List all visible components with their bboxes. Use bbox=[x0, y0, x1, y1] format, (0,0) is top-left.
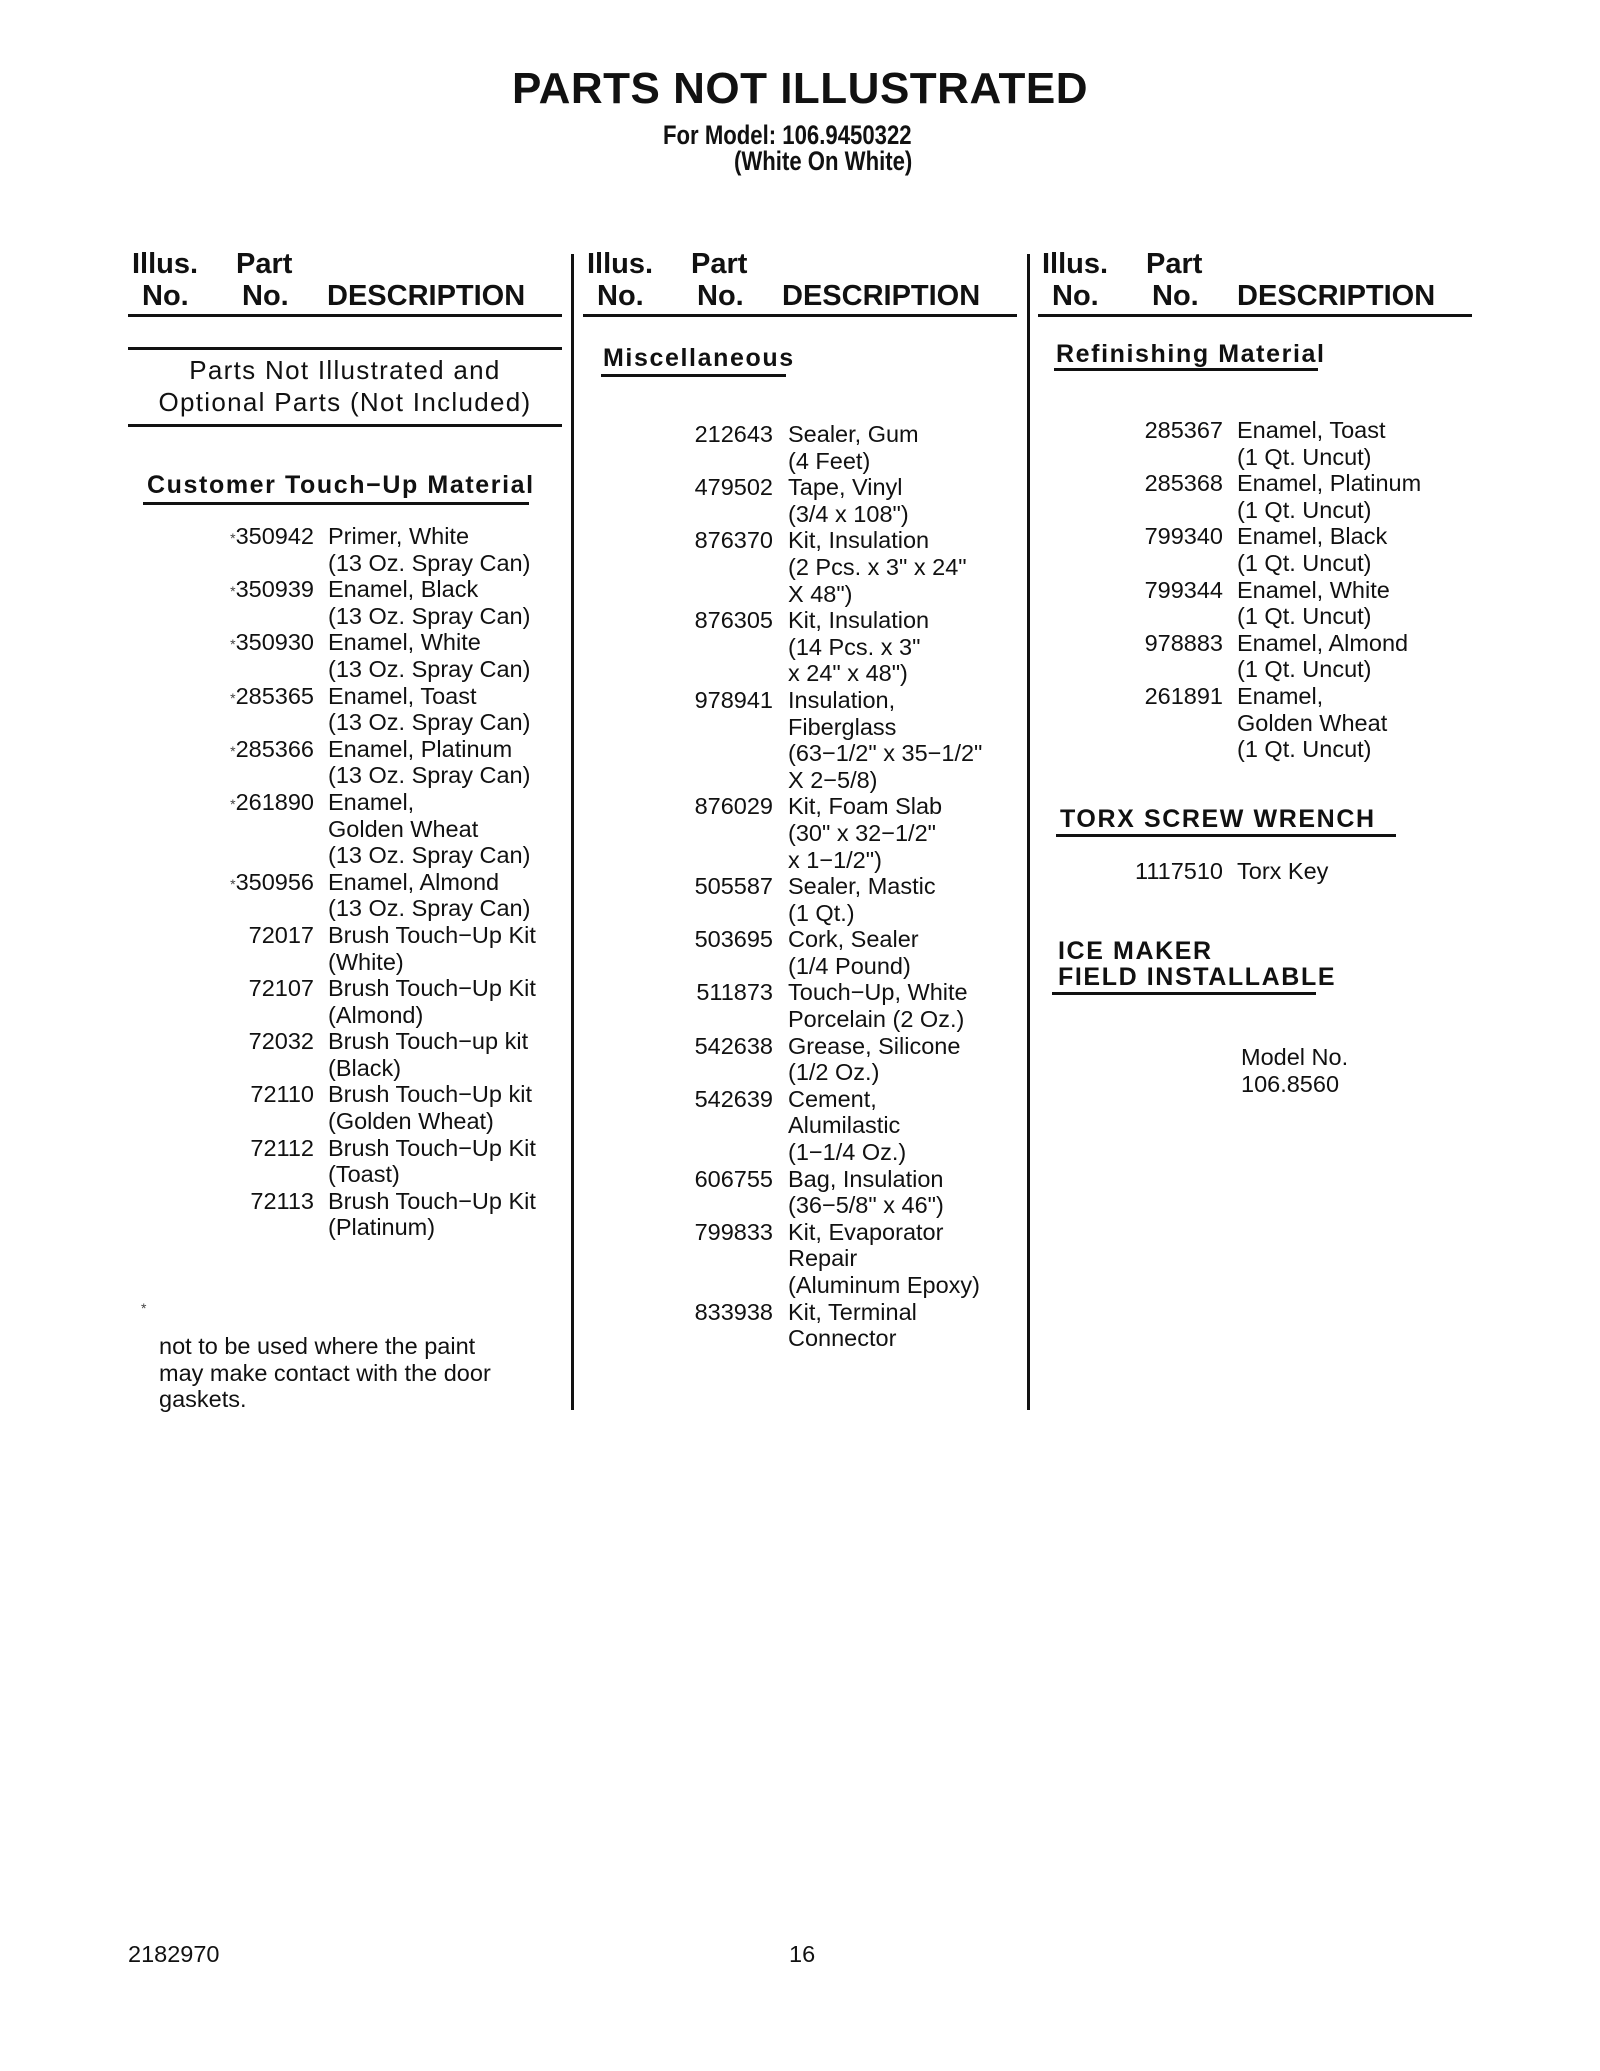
header-description: DESCRIPTION bbox=[782, 280, 981, 312]
part-row bbox=[200, 975, 536, 1028]
header-part-no: No. bbox=[1152, 280, 1199, 312]
note-box-top-rule bbox=[128, 347, 562, 350]
part-number bbox=[640, 421, 773, 474]
section-underline bbox=[1052, 992, 1316, 995]
part-number bbox=[200, 1135, 314, 1188]
part-number-value: 350930 bbox=[235, 629, 314, 656]
part-number bbox=[200, 922, 314, 975]
part-row bbox=[200, 683, 536, 736]
header-illus-no: No. bbox=[1052, 280, 1099, 312]
part-description: Cement, Alumilastic (1−1/4 Oz.) bbox=[788, 1085, 907, 1166]
part-number bbox=[1092, 683, 1223, 763]
part-row bbox=[200, 736, 536, 789]
part-description: Enamel, Black (1 Qt. Uncut) bbox=[1237, 523, 1388, 576]
part-number bbox=[1092, 523, 1223, 576]
part-number-value: 261891 bbox=[1144, 682, 1223, 709]
part-row bbox=[200, 1188, 536, 1241]
section-underline bbox=[143, 502, 529, 505]
part-number-value: 606755 bbox=[694, 1165, 773, 1192]
part-number bbox=[1092, 417, 1223, 470]
header-part-no: No. bbox=[242, 280, 289, 312]
header-part: Part bbox=[691, 248, 748, 280]
part-row bbox=[200, 922, 536, 975]
header-description: DESCRIPTION bbox=[1237, 280, 1436, 312]
color-line: (White On White) bbox=[734, 146, 913, 176]
part-number-value: 542638 bbox=[694, 1032, 773, 1059]
part-number-value: 350939 bbox=[235, 576, 314, 603]
section-underline bbox=[601, 374, 786, 377]
part-row bbox=[1092, 858, 1328, 885]
page-number: 16 bbox=[789, 1941, 816, 1967]
part-description: Brush Touch−up kit (Black) bbox=[328, 1028, 529, 1081]
part-number-value: 285366 bbox=[235, 735, 314, 762]
part-number-value: 978883 bbox=[1144, 629, 1223, 656]
part-row bbox=[1092, 523, 1421, 576]
part-number-value: 876305 bbox=[694, 607, 773, 634]
part-number-value: 505587 bbox=[694, 873, 773, 900]
part-row bbox=[200, 576, 536, 629]
part-number bbox=[640, 607, 773, 687]
part-description: Enamel, Almond (13 Oz. Spray Can) bbox=[328, 868, 531, 922]
part-number bbox=[640, 474, 773, 527]
part-number-value: 479502 bbox=[694, 474, 773, 501]
part-description: Cork, Sealer (1/4 Pound) bbox=[788, 926, 919, 979]
header-illus: Illus. bbox=[132, 248, 199, 280]
part-row bbox=[200, 869, 536, 922]
asterisk-mark: * bbox=[230, 530, 236, 546]
header-part: Part bbox=[1146, 248, 1203, 280]
model-line: For Model: 106.9450322 bbox=[663, 120, 912, 150]
part-number bbox=[640, 1086, 773, 1166]
part-number-value: 978941 bbox=[694, 686, 773, 713]
part-row bbox=[1092, 683, 1421, 763]
note-box-bottom-rule bbox=[128, 424, 562, 427]
part-number-value: 72113 bbox=[250, 1187, 314, 1214]
part-description: Enamel, Toast (13 Oz. Spray Can) bbox=[328, 682, 531, 736]
part-description: Enamel, White (1 Qt. Uncut) bbox=[1237, 576, 1390, 630]
asterisk-mark: * bbox=[230, 636, 236, 653]
section-title-ice-maker bbox=[1058, 938, 1336, 990]
part-row bbox=[200, 523, 536, 576]
part-number-value: 350956 bbox=[235, 868, 314, 895]
part-row bbox=[640, 979, 982, 1032]
part-description: Enamel, Golden Wheat (13 Oz. Spray Can) bbox=[328, 788, 531, 869]
part-row bbox=[640, 527, 982, 607]
part-row bbox=[200, 1135, 536, 1188]
part-description: Primer, White (13 Oz. Spray Can) bbox=[328, 523, 531, 576]
part-row bbox=[1092, 470, 1421, 523]
part-description: Tape, Vinyl (3/4 x 108") bbox=[788, 474, 909, 527]
part-row bbox=[640, 1033, 982, 1086]
section-title-torx: TORX SCREW WRENCH bbox=[1060, 805, 1376, 833]
part-number bbox=[200, 1188, 314, 1241]
header-illus: Illus. bbox=[1042, 248, 1109, 280]
section-underline bbox=[1054, 368, 1318, 371]
part-number bbox=[1092, 630, 1223, 683]
asterisk-mark: * bbox=[230, 583, 236, 600]
part-row bbox=[200, 629, 536, 682]
part-number bbox=[640, 1219, 773, 1299]
header-illus: Illus. bbox=[587, 248, 654, 280]
torx-parts-list bbox=[1092, 858, 1328, 885]
part-number-value: 72032 bbox=[248, 1028, 314, 1055]
part-number-value: 72107 bbox=[248, 975, 314, 1002]
part-number-value: 72017 bbox=[248, 921, 314, 948]
part-number bbox=[200, 736, 314, 789]
part-number bbox=[200, 1081, 314, 1134]
ice-maker-model bbox=[1241, 1044, 1348, 1097]
optional-parts-note bbox=[128, 354, 562, 418]
part-number bbox=[640, 1299, 773, 1352]
header-part: Part bbox=[236, 248, 293, 280]
page-title: PARTS NOT ILLUSTRATED bbox=[512, 64, 1088, 113]
footnote-text: not to be used where the paint may make contact with the door gaskets. bbox=[159, 1333, 491, 1413]
part-description: Enamel, Golden Wheat (1 Qt. Uncut) bbox=[1237, 682, 1388, 763]
asterisk-mark: * bbox=[230, 875, 236, 892]
part-number bbox=[200, 629, 314, 682]
asterisk-mark: * bbox=[230, 689, 236, 706]
part-number bbox=[200, 789, 314, 869]
part-number bbox=[640, 926, 773, 979]
part-number-value: 212643 bbox=[694, 421, 773, 447]
section-title-miscellaneous: Miscellaneous bbox=[603, 344, 795, 372]
part-number-value: 1117510 bbox=[1135, 858, 1223, 884]
part-description: Kit, Insulation (14 Pcs. x 3" x 24" x 48") bbox=[788, 607, 930, 687]
part-description: Brush Touch−Up Kit (White) bbox=[328, 921, 536, 975]
asterisk-mark: * bbox=[230, 795, 236, 812]
part-description: Torx Key bbox=[1237, 858, 1329, 884]
part-description: Sealer, Gum (4 Feet) bbox=[788, 421, 919, 474]
part-number-value: 542639 bbox=[694, 1085, 773, 1112]
section-title-line: FIELD INSTALLABLE bbox=[1058, 963, 1337, 991]
part-number bbox=[200, 683, 314, 736]
part-description: Bag, Insulation (36−5/8" x 46") bbox=[788, 1165, 944, 1219]
header-rule bbox=[583, 314, 1017, 317]
touch-up-parts-list bbox=[200, 523, 536, 1241]
section-underline bbox=[1056, 834, 1396, 837]
section-title-touch-up: Customer Touch−Up Material bbox=[147, 471, 535, 499]
miscellaneous-parts-list bbox=[640, 421, 982, 1352]
part-row bbox=[640, 873, 982, 926]
part-description: Brush Touch−Up Kit (Toast) bbox=[328, 1134, 536, 1188]
part-row bbox=[640, 1219, 982, 1299]
header-rule bbox=[1038, 314, 1472, 317]
column-divider bbox=[1027, 254, 1030, 1410]
part-row bbox=[200, 1081, 536, 1134]
part-number bbox=[640, 527, 773, 607]
part-number bbox=[640, 873, 773, 926]
part-row bbox=[640, 474, 982, 527]
part-number-value: 511873 bbox=[696, 979, 773, 1006]
part-row bbox=[1092, 630, 1421, 683]
part-description: Brush Touch−Up Kit (Almond) bbox=[328, 975, 536, 1028]
part-number-value: 285365 bbox=[235, 682, 314, 709]
part-number-value: 503695 bbox=[694, 926, 773, 953]
part-number-value: 350942 bbox=[235, 523, 314, 549]
part-description: Kit, Insulation (2 Pcs. x 3" x 24" X 48") bbox=[788, 527, 967, 607]
part-row bbox=[640, 926, 982, 979]
part-number bbox=[200, 975, 314, 1028]
part-number bbox=[1092, 577, 1223, 630]
part-number bbox=[200, 1028, 314, 1081]
part-row bbox=[640, 1086, 982, 1166]
part-number-value: 72110 bbox=[250, 1081, 314, 1108]
part-description: Enamel, White (13 Oz. Spray Can) bbox=[328, 629, 531, 682]
document-number: 2182970 bbox=[128, 1941, 220, 1967]
part-row bbox=[640, 687, 982, 793]
part-description: Enamel, Almond (1 Qt. Uncut) bbox=[1237, 629, 1409, 683]
header-rule bbox=[128, 314, 562, 317]
part-number-value: 876370 bbox=[694, 527, 773, 554]
part-row bbox=[1092, 417, 1421, 470]
part-description: Kit, Evaporator Repair (Aluminum Epoxy) bbox=[788, 1218, 980, 1298]
part-number-value: 72112 bbox=[250, 1134, 314, 1161]
header-illus-no: No. bbox=[142, 280, 189, 312]
part-number-value: 261890 bbox=[235, 788, 314, 815]
part-number bbox=[640, 793, 773, 873]
header-part-no: No. bbox=[697, 280, 744, 312]
part-description: Sealer, Mastic (1 Qt.) bbox=[788, 873, 936, 926]
part-number-value: 285367 bbox=[1144, 417, 1223, 443]
part-description: Insulation, Fiberglass (63−1/2" x 35−1/2" X 2−5/8) bbox=[788, 686, 983, 793]
header-illus-no: No. bbox=[597, 280, 644, 312]
part-description: Enamel, Toast (1 Qt. Uncut) bbox=[1237, 417, 1386, 470]
part-row bbox=[640, 1166, 982, 1219]
model-label: Model No. bbox=[1241, 1044, 1349, 1070]
part-number bbox=[200, 523, 314, 576]
part-description: Grease, Silicone (1/2 Oz.) bbox=[788, 1032, 961, 1086]
part-row bbox=[200, 789, 536, 869]
asterisk-mark: * bbox=[230, 742, 236, 759]
part-number bbox=[640, 1033, 773, 1086]
column-divider bbox=[571, 254, 574, 1410]
part-description: Kit, Foam Slab (30" x 32−1/2" x 1−1/2") bbox=[788, 793, 943, 873]
part-row bbox=[640, 793, 982, 873]
note-line: Parts Not Illustrated and bbox=[189, 355, 501, 385]
part-row bbox=[640, 607, 982, 687]
part-number bbox=[640, 979, 773, 1032]
footnote-star: * bbox=[141, 1300, 147, 1316]
part-number-value: 799833 bbox=[694, 1218, 773, 1245]
part-number-value: 285368 bbox=[1144, 470, 1223, 497]
part-number-value: 799340 bbox=[1144, 523, 1223, 550]
part-number-value: 799344 bbox=[1144, 576, 1223, 603]
model-value: 106.8560 bbox=[1241, 1070, 1340, 1097]
part-number-value: 833938 bbox=[694, 1298, 773, 1325]
header-description: DESCRIPTION bbox=[327, 280, 526, 312]
part-row bbox=[200, 1028, 536, 1081]
part-number bbox=[640, 687, 773, 793]
part-description: Brush Touch−Up kit (Golden Wheat) bbox=[328, 1081, 532, 1135]
part-description: Touch−Up, White Porcelain (2 Oz.) bbox=[788, 979, 968, 1033]
section-title-refinishing: Refinishing Material bbox=[1056, 340, 1326, 368]
part-row bbox=[1092, 577, 1421, 630]
part-number bbox=[640, 1166, 773, 1219]
part-number bbox=[200, 576, 314, 629]
part-description: Enamel, Platinum (13 Oz. Spray Can) bbox=[328, 735, 531, 789]
part-description: Enamel, Platinum (1 Qt. Uncut) bbox=[1237, 470, 1422, 523]
refinishing-parts-list bbox=[1092, 417, 1421, 763]
part-row bbox=[640, 421, 982, 474]
part-description: Kit, Terminal Connector bbox=[788, 1298, 917, 1352]
note-line: Optional Parts (Not Included) bbox=[158, 387, 532, 417]
part-row bbox=[640, 1299, 982, 1352]
part-description: Enamel, Black (13 Oz. Spray Can) bbox=[328, 576, 531, 629]
part-number bbox=[200, 869, 314, 922]
part-number-value: 876029 bbox=[694, 793, 773, 820]
part-description: Brush Touch−Up Kit (Platinum) bbox=[328, 1187, 536, 1241]
part-number bbox=[1092, 858, 1223, 885]
section-title-line: ICE MAKER bbox=[1058, 937, 1213, 965]
part-number bbox=[1092, 470, 1223, 523]
